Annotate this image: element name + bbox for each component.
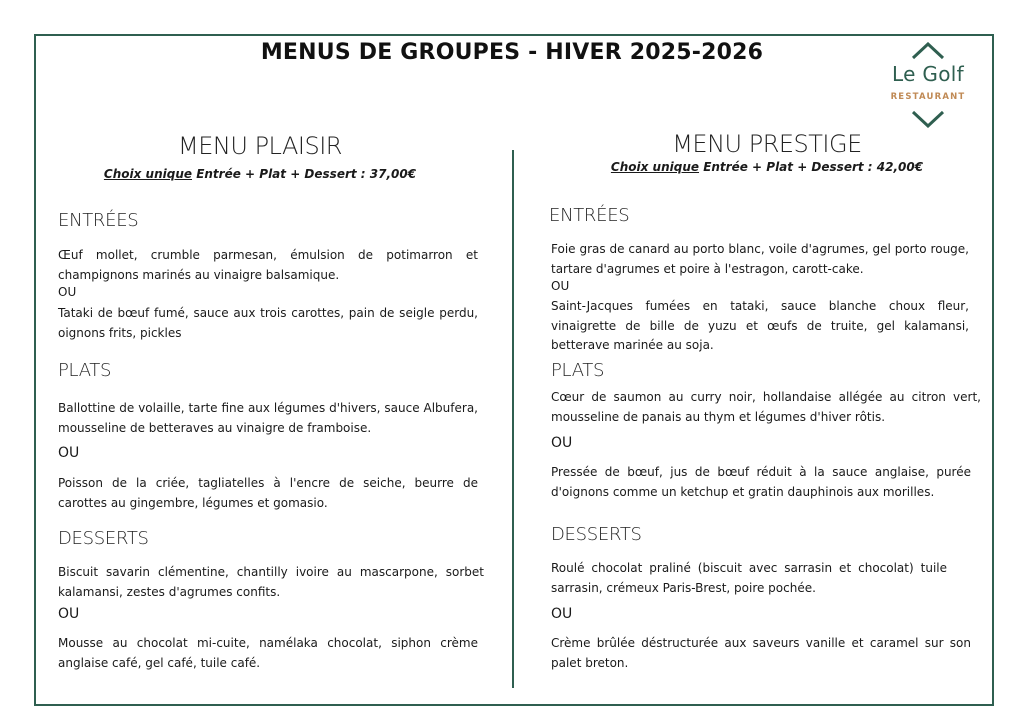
plaisir-entree-2: Tataki de bœuf fumé, sauce aux trois carottes, pain de seigle perdu, oignons frits, pickles	[58, 306, 478, 340]
prestige-dessert-or: OU	[551, 606, 573, 622]
plaisir-entree-1: Œuf mollet, crumble parmesan, émulsion de potimarron et champignons marinés au vinaigre balsamique.	[58, 248, 478, 282]
prestige-entree-or: OU	[551, 279, 570, 293]
subtitle-underlined: Choix unique	[103, 167, 193, 181]
subtitle-price: Entrée + Plat + Dessert : 37,00€	[192, 167, 417, 181]
subtitle-price: Entrée + Plat + Dessert : 42,00€	[699, 160, 924, 174]
chevron-up-icon	[911, 42, 945, 60]
plaisir-entrees-heading: ENTRÉES	[58, 210, 139, 231]
plaisir-dessert-2: Mousse au chocolat mi-cuite, namélaka chocolat, siphon crème anglaise café, gel café, tuile café.	[58, 636, 478, 670]
plaisir-plats-heading: PLATS	[58, 360, 112, 381]
logo-name: Le Golf	[892, 62, 964, 86]
chevron-down-icon	[911, 110, 945, 128]
restaurant-logo	[880, 42, 976, 130]
plaisir-plat-or: OU	[58, 445, 80, 461]
prestige-dessert-2: Crème brûlée déstructurée aux saveurs vanille et caramel sur son palet breton.	[551, 636, 971, 670]
prestige-plats-heading: PLATS	[551, 360, 605, 381]
prestige-entree-2: Saint-Jacques fumées en tataki, sauce blanche choux fleur, vinaigrette de bille de yuzu et œufs de truite, gel kalamansi, betterave marinée au soja.	[551, 299, 969, 352]
page-title: MENUS DE GROUPES - HIVER 2025-2026	[260, 40, 764, 65]
prestige-entree-1: Foie gras de canard au porto blanc, voile d'agrumes, gel porto rouge, tartare d'agrumes et poire à l'estragon, carott-cake.	[551, 242, 969, 276]
prestige-entrees-heading: ENTRÉES	[549, 205, 630, 226]
column-divider	[512, 150, 514, 688]
prestige-desserts-heading: DESSERTS	[551, 524, 642, 545]
prestige-plat-1: Cœur de saumon au curry noir, hollandaise allégée au citron vert, mousseline de panais au thym et légumes d'hiver rôtis.	[551, 390, 981, 424]
menu-prestige-title: MENU PRESTIGE	[672, 130, 862, 158]
plaisir-plat-2: Poisson de la criée, tagliatelles à l'encre de seiche, beurre de carottes au gingembre, légumes et gomasio.	[58, 476, 478, 510]
plaisir-entree-or: OU	[58, 285, 77, 299]
menu-prestige-subtitle	[560, 160, 974, 174]
prestige-plat-or: OU	[551, 435, 573, 451]
prestige-plat-2: Pressée de bœuf, jus de bœuf réduit à la sauce anglaise, purée d'oignons comme un ketchup et gratin dauphinois aux morilles.	[551, 465, 971, 499]
menu-plaisir-title: MENU PLAISIR	[178, 132, 342, 160]
plaisir-plat-1: Ballottine de volaille, tarte fine aux légumes d'hivers, sauce Albufera, mousseline de betteraves au vinaigre de framboise.	[58, 401, 478, 435]
menu-plaisir-subtitle	[58, 167, 462, 181]
plaisir-dessert-or: OU	[58, 606, 80, 622]
plaisir-desserts-heading: DESSERTS	[58, 528, 149, 549]
subtitle-underlined: Choix unique	[610, 160, 700, 174]
plaisir-dessert-1: Biscuit savarin clémentine, chantilly ivoire au mascarpone, sorbet kalamansi, zestes d'agrumes confits.	[58, 565, 484, 599]
logo-subtitle: RESTAURANT	[890, 92, 966, 102]
prestige-dessert-1: Roulé chocolat praliné (biscuit avec sarrasin et chocolat) tuile sarrasin, crémeux Paris-Brest, poire pochée.	[551, 561, 947, 595]
